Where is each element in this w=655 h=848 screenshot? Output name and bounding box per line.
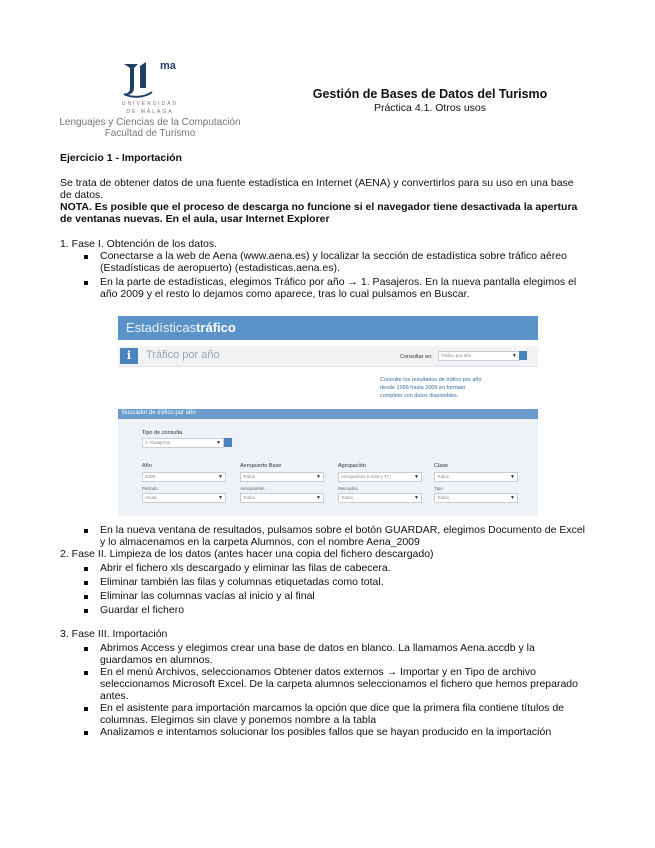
university-name-line1: UNIVERSIDAD (121, 101, 179, 107)
intro-line-1: Se trata de obtener datos de una fuente estadística en Internet (AENA) y convertirlos para su uso en una base (60, 177, 574, 189)
phase1-after-line2: y lo almacenamos en la carpeta Alumnos, con el nombre Aena_2009 (100, 536, 420, 548)
note-line-2: de ventanas nuevas. En el aula, usar Internet Explorer (60, 213, 330, 225)
exercise-title: Ejercicio 1 - Importación (60, 152, 182, 164)
phase2-bullet1: Abrir el fichero xls descargado y eliminar las filas de cabecera. (100, 562, 391, 574)
bullet-icon (84, 255, 88, 259)
bullet-icon (84, 671, 88, 675)
document-subtitle: Práctica 4.1. Otros usos (373, 102, 487, 114)
phase3-bullet4: Analizamos e intentamos solucionar los posibles fallos que se hayan producido en la importación (100, 726, 552, 738)
phase3-heading: 3. Fase III. Importación (60, 628, 168, 640)
query-type-label: Tipo de consulta (142, 430, 183, 436)
type-select[interactable]: Todos ▼ (434, 493, 518, 503)
subfield-label: Mercados (338, 486, 358, 491)
chevron-down-icon: ▼ (510, 474, 515, 480)
bullet-icon (84, 609, 88, 613)
phase1-bullet1-line2: (Estadísticas de aeropuerto) (estadisticas.aena.es). (100, 262, 340, 274)
phase1-bullet2-line2: año 2009 y el resto lo dejamos como aparece, tras lo cual pulsamos en Buscar. (100, 288, 470, 300)
phase2-bullet2: Eliminar también las filas y columnas etiquetadas como total. (100, 576, 384, 588)
airports-select[interactable]: Todos ▼ (240, 493, 324, 503)
info-icon: i (120, 348, 138, 364)
chevron-down-icon: ▼ (216, 440, 221, 446)
screenshot-page-heading: Tráfico por año (146, 349, 220, 361)
airport-base-select[interactable]: Todos ▼ (240, 472, 324, 482)
phase2-heading: 2. Fase II. Limpieza de los datos (antes hacer una copia del fichero descargado) (60, 548, 434, 560)
chevron-down-icon: ▼ (414, 474, 419, 480)
chevron-down-icon: ▼ (316, 495, 321, 501)
phase3-bullet3-line1: En el asistente para importación marcamos la opción que dice que la primera fila contiene títulos de (100, 702, 565, 714)
consult-select[interactable]: Tráfico por año ▼ (438, 351, 520, 361)
year-select[interactable]: 2009 ▼ (142, 472, 226, 482)
department-name: Lenguajes y Ciencias de la Computación (59, 117, 241, 128)
phase3-bullet1-line2: guardamos en alumnos. (100, 654, 213, 666)
chevron-down-icon: ▼ (218, 474, 223, 480)
bullet-icon (84, 281, 88, 285)
consult-go-button[interactable] (519, 351, 527, 360)
field-label: Aeropuerto Base (240, 463, 282, 469)
help-line-3: completo con datos disponibles. (380, 393, 459, 399)
grouping-select[interactable]: Aeropuertos (Línea y Tr.) ▼ (338, 472, 422, 482)
phase2-bullet4: Guardar el fichero (100, 604, 185, 616)
phase1-after-line1: En la nueva ventana de resultados, pulsamos sobre el botón GUARDAR, elegimos Documento de Excel (100, 524, 586, 536)
screenshot-brand: Estadísticastráfico (126, 320, 236, 335)
bullet-icon (84, 567, 88, 571)
bullet-icon (84, 707, 88, 711)
phase1-bullet2-line1: En la parte de estadísticas, elegimos Tráfico por año → 1. Pasajeros. En la nueva pantalla elegimos el (100, 276, 577, 288)
chevron-down-icon: ▼ (218, 495, 223, 501)
help-line-1: Consulte los resultados de tráfico por año (380, 377, 482, 383)
phase1-bullet1-line1: Conectarse a la web de Aena (www.aena.es) y localizar la sección de estadística sobre tráfico aéreo (100, 250, 567, 262)
bullet-icon (84, 647, 88, 651)
phase3-bullet2-line1: En el menú Archivos, seleccionamos Obtener datos externos → Importar y en Tipo de archivo (100, 666, 536, 678)
subfield-label: Aeropuertos (240, 486, 265, 491)
class-select[interactable]: Todos ▼ (434, 472, 518, 482)
phase1-heading: 1. Fase I. Obtención de los datos. (60, 238, 218, 250)
query-type-select[interactable]: 1. Pasajeros ▼ (142, 438, 224, 448)
chevron-down-icon: ▼ (414, 495, 419, 501)
faculty-name: Facultad de Turismo (104, 128, 196, 139)
phase3-bullet2-line2: seleccionamos Microsoft Excel. De la carpeta alumnos seleccionamos el fichero que hemos preparado (100, 678, 578, 690)
phase3-bullet3-line2: columnas. Elegimos sin clave y ponemos nombre a la tabla (100, 714, 377, 726)
bullet-icon (84, 595, 88, 599)
intro-line-2: de datos. (60, 189, 104, 201)
phase3-bullet1-line1: Abrimos Access y elegimos crear una base de datos en blanco. La llamamos Aena.accdb y la (100, 642, 535, 654)
logo-text: ma (160, 60, 176, 72)
help-line-2: desde 1996 hasta 2009 en formato (380, 385, 466, 391)
chevron-down-icon: ▼ (512, 353, 517, 359)
period-select[interactable]: Anual ▼ (142, 493, 226, 503)
phase3-bullet2-line3: antes. (100, 690, 129, 702)
field-label: Clase (434, 463, 449, 469)
field-label: Agrupación (338, 463, 366, 469)
document-title: Gestión de Bases de Datos del Turismo (312, 87, 548, 101)
chevron-down-icon: ▼ (316, 474, 321, 480)
bullet-icon (84, 581, 88, 585)
university-name-line2: DE MÁLAGA (126, 109, 174, 115)
subfield-label: Tipo (434, 486, 443, 491)
bullet-icon (84, 529, 88, 533)
markets-select[interactable]: Todos ▼ (338, 493, 422, 503)
aena-screenshot (118, 316, 538, 516)
query-type-button[interactable] (224, 438, 232, 447)
field-label: Año (142, 463, 152, 469)
search-band-title: Buscador de tráfico por año (122, 410, 196, 416)
chevron-down-icon: ▼ (510, 495, 515, 501)
note-line-1: NOTA. Es posible que el proceso de descarga no funcione si el navegador tiene desactivada la apertura (60, 201, 578, 213)
consult-label: Consultar en: (400, 354, 433, 360)
bullet-icon (84, 731, 88, 735)
subfield-label: Período (142, 486, 158, 491)
university-logo (118, 58, 188, 103)
phase2-bullet3: Eliminar las columnas vacías al inicio y al final (100, 590, 315, 602)
